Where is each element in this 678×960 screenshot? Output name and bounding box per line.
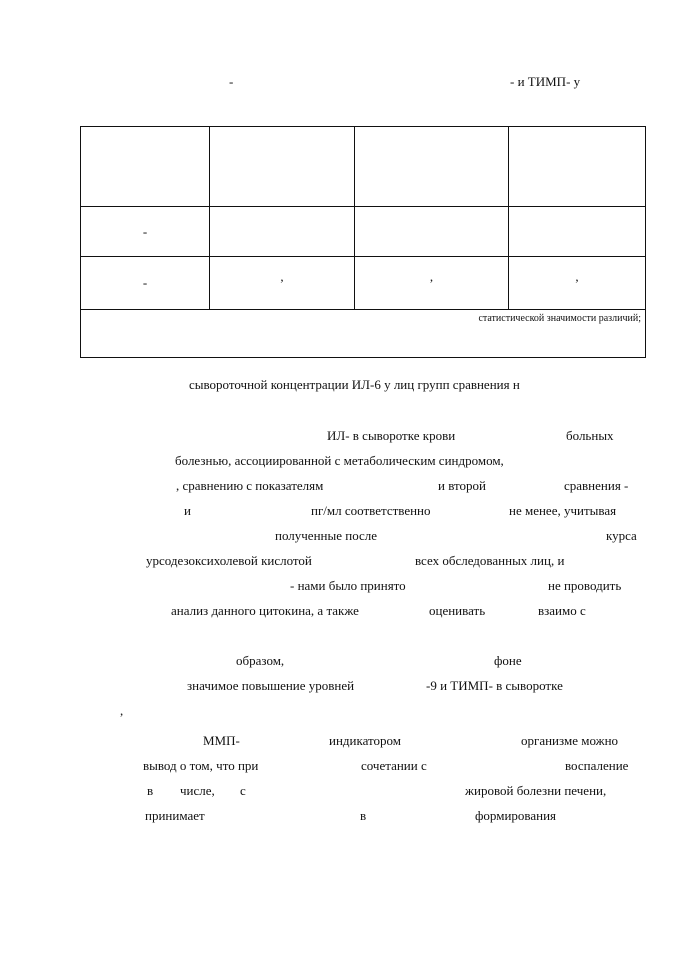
text-fragment: с	[240, 783, 246, 798]
table-cell	[81, 127, 210, 207]
text-fragment: в	[147, 783, 154, 798]
table-cell: -	[81, 257, 210, 310]
text-fragment: фоне	[494, 653, 522, 668]
text-fragment: и второй	[438, 478, 486, 493]
text-fragment: сочетании с	[361, 758, 427, 773]
text-fragment: курса	[606, 528, 637, 543]
paragraph-line: сывороточной концентрации ИЛ-6 у лиц групп сравнения н	[189, 377, 520, 392]
text-fragment: ,	[120, 703, 124, 718]
text-fragment: формирования	[475, 808, 557, 823]
text-fragment: - нами было принято	[290, 578, 406, 593]
table-note-row	[81, 310, 646, 358]
text-fragment: индикатором	[329, 733, 402, 748]
text-fragment: сравнения -	[564, 478, 629, 493]
text-fragment: урсодезоксихолевой кислотой	[146, 553, 312, 568]
table-cell	[509, 207, 646, 257]
text-fragment: воспаление	[565, 758, 629, 773]
text-fragment: полученные после	[275, 528, 378, 543]
text-fragment: анализ данного цитокина, а также	[171, 603, 359, 618]
text-fragment: пг/мл соответственно	[311, 503, 431, 518]
caption-fragment: - и ТИМП- у	[510, 74, 581, 89]
data-table	[80, 126, 646, 358]
text-fragment: , сравнению с показателям	[176, 478, 324, 493]
text-fragment: образом,	[236, 653, 285, 668]
text-fragment: больных	[566, 428, 614, 443]
table-note: статистической значимости различий;	[81, 310, 646, 358]
text-fragment: и	[184, 503, 191, 518]
text-fragment: не менее, учитывая	[509, 503, 617, 518]
table-cell: ,	[210, 257, 355, 310]
text-fragment: жировой болезни печени,	[465, 783, 607, 798]
table-row	[81, 257, 646, 310]
text-fragment: не проводить	[548, 578, 622, 593]
text-fragment: ММП-	[203, 733, 240, 748]
table-header-row	[81, 127, 646, 207]
table-row	[81, 207, 646, 257]
text-fragment: оценивать	[429, 603, 486, 618]
text-fragment: -9 и ТИМП- в сыворотке	[426, 678, 563, 693]
text-fragment: взаимо с	[538, 603, 586, 618]
text-fragment: вывод о том, что при	[143, 758, 259, 773]
text-fragment: числе,	[180, 783, 215, 798]
text-fragment: в	[360, 808, 367, 823]
text-fragment: всех обследованных лиц, и	[415, 553, 565, 568]
table-cell	[355, 127, 509, 207]
table-cell	[355, 207, 509, 257]
text-fragment: болезнью, ассоциированной с метаболическим синдромом,	[175, 453, 504, 468]
table-cell	[509, 127, 646, 207]
text-fragment: принимает	[145, 808, 205, 823]
table-cell	[210, 207, 355, 257]
caption-fragment: -	[229, 74, 234, 89]
table-cell	[210, 127, 355, 207]
table-cell: -	[81, 207, 210, 257]
text-fragment: значимое повышение уровней	[187, 678, 355, 693]
text-fragment: ИЛ- в сыворотке крови	[327, 428, 456, 443]
table-cell: ,	[509, 257, 646, 310]
table-cell: ,	[355, 257, 509, 310]
text-fragment: организме можно	[521, 733, 619, 748]
